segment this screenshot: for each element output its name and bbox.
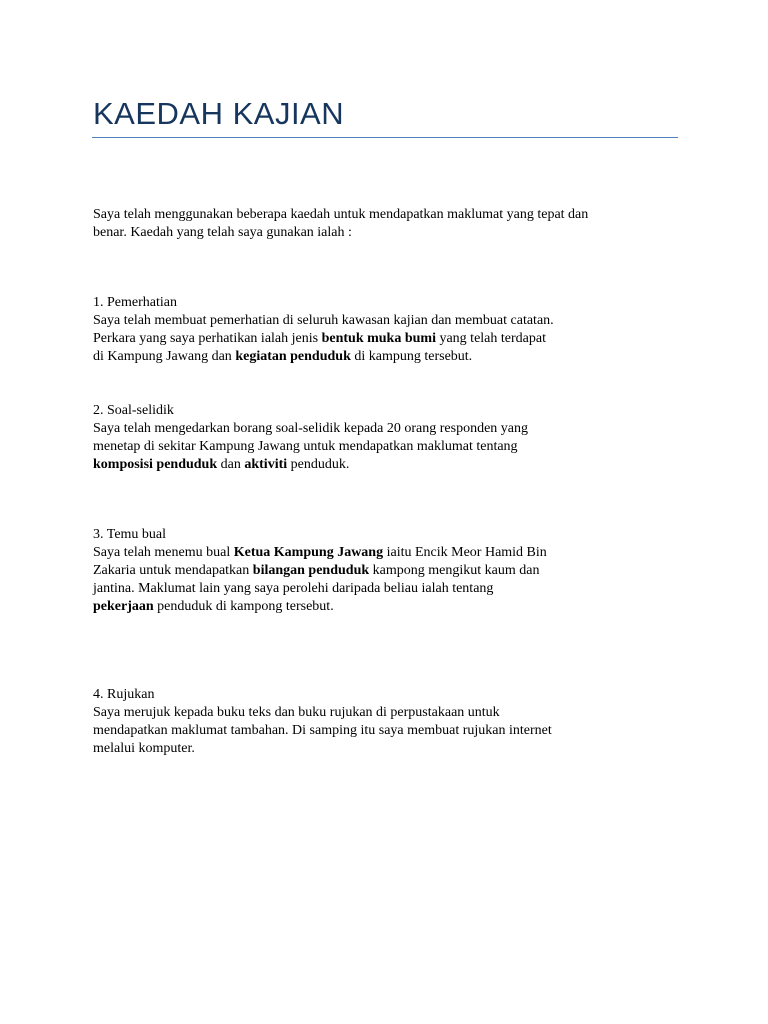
section-heading: 3. Temu bual xyxy=(93,527,167,542)
text-run: Zakaria untuk mendapatkan xyxy=(93,563,253,578)
text-run: Perkara yang saya perhatikan ialah jenis xyxy=(93,331,322,346)
text-run: dan xyxy=(217,457,245,472)
section-line: melalui komputer. xyxy=(93,741,195,756)
section-heading: 2. Soal-selidik xyxy=(93,403,174,418)
text-run: Saya telah menemu bual xyxy=(93,545,234,560)
bold-term: bilangan penduduk xyxy=(252,563,370,578)
intro-paragraph xyxy=(93,206,588,242)
text-run: penduduk di kampong tersebut. xyxy=(153,599,334,614)
bold-term: komposisi penduduk xyxy=(93,457,218,472)
section-rujukan xyxy=(93,686,552,758)
section-line xyxy=(93,456,528,474)
page-title: KAEDAH KAJIAN xyxy=(93,96,345,131)
text-run: kampong mengikut kaum dan xyxy=(369,563,540,578)
bold-term: kegiatan penduduk xyxy=(235,349,351,364)
text-run: yang telah terdapat xyxy=(435,331,546,346)
section-line: jantina. Maklumat lain yang saya perolehi daripada beliau ialah tentang xyxy=(93,581,494,596)
section-line xyxy=(93,348,554,366)
section-line: mendapatkan maklumat tambahan. Di samping itu saya membuat rujukan internet xyxy=(93,723,552,738)
section-line: menetap di sekitar Kampung Jawang untuk mendapatkan maklumat tentang xyxy=(93,439,518,454)
title-underline xyxy=(92,137,678,138)
section-line xyxy=(93,598,547,616)
section-pemerhatian xyxy=(93,294,554,366)
text-run: iaitu Encik Meor Hamid Bin xyxy=(383,545,547,560)
section-line: Saya telah membuat pemerhatian di seluruh kawasan kajian dan membuat catatan. xyxy=(93,313,554,328)
section-line xyxy=(93,330,554,348)
section-heading: 1. Pemerhatian xyxy=(93,295,177,310)
bold-term: bentuk muka bumi xyxy=(321,331,436,346)
section-line: Saya telah mengedarkan borang soal-selidik kepada 20 orang responden yang xyxy=(93,421,529,436)
section-temu-bual xyxy=(93,526,547,616)
text-run: penduduk. xyxy=(287,457,350,472)
section-heading: 4. Rujukan xyxy=(93,687,155,702)
section-line: Saya merujuk kepada buku teks dan buku rujukan di perpustakaan untuk xyxy=(93,705,500,720)
bold-term: Ketua Kampung Jawang xyxy=(233,545,384,560)
section-line xyxy=(93,544,547,562)
section-line xyxy=(93,562,547,580)
text-run: di kampung tersebut. xyxy=(350,349,473,364)
section-soal-selidik xyxy=(93,402,528,474)
intro-line: benar. Kaedah yang telah saya gunakan ialah : xyxy=(93,225,352,240)
bold-term: pekerjaan xyxy=(93,599,154,614)
intro-line: Saya telah menggunakan beberapa kaedah untuk mendapatkan maklumat yang tepat dan xyxy=(93,207,589,222)
text-run: di Kampung Jawang dan xyxy=(93,349,236,364)
bold-term: aktiviti xyxy=(244,457,288,472)
